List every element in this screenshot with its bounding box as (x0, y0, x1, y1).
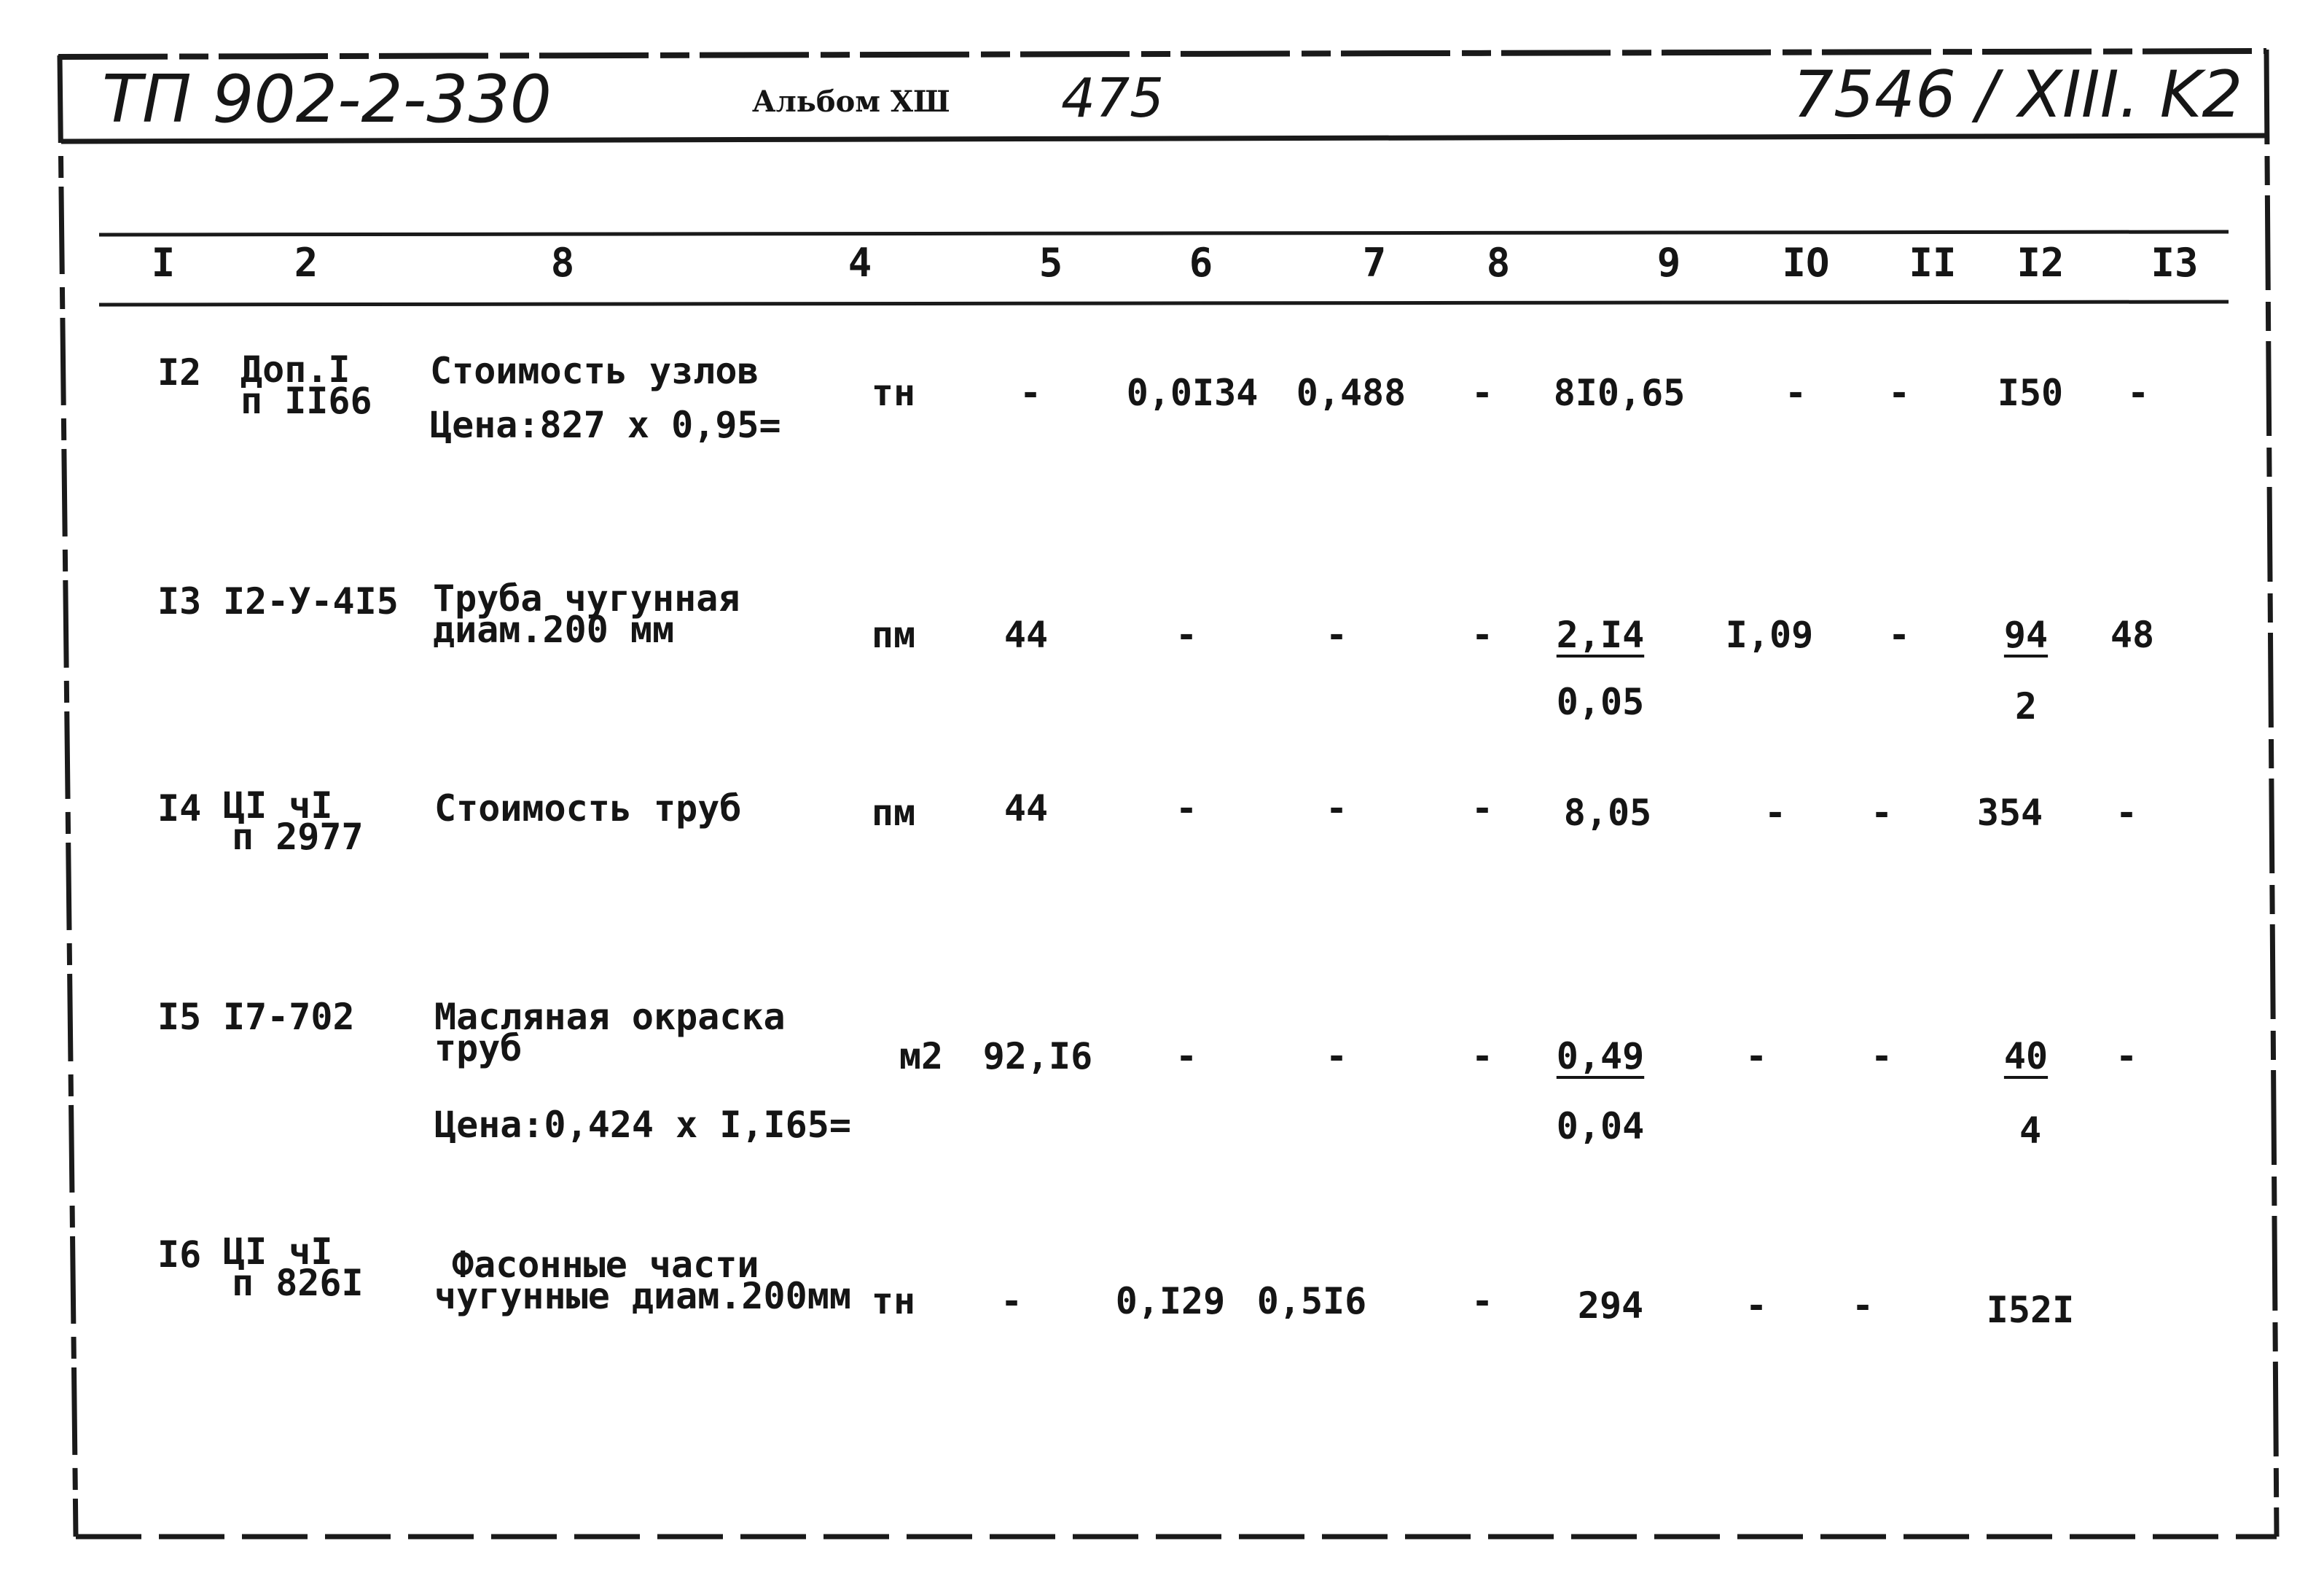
row-number: I2 (157, 351, 202, 394)
unit: пм (871, 614, 916, 656)
price-formula: Цена:827 х 0,95= (430, 404, 781, 446)
cell-col6: - (1175, 787, 1198, 830)
cell-col7: - (1325, 614, 1348, 656)
cell-col5: 92,I6 (982, 1035, 1093, 1077)
col-header-4: 4 (848, 240, 872, 286)
cell-col10: I,09 (1725, 614, 1814, 656)
item-code: Доп.I п II66 (240, 348, 372, 422)
row-number: I6 (157, 1233, 202, 1276)
unit: тн (871, 1280, 916, 1322)
cell-col13: - (2115, 792, 2138, 834)
cell-col9: 0,49 (1556, 1035, 1645, 1077)
row-number: I3 (157, 580, 202, 623)
cell-col13: - (2127, 372, 2150, 414)
col-header-12: I2 (2016, 240, 2065, 286)
cell-col8: - (1471, 787, 1494, 830)
unit: пм (871, 792, 916, 834)
col-header-2: 2 (294, 240, 318, 286)
cell-col10: - (1745, 1284, 1768, 1327)
row-number: I4 (157, 787, 202, 830)
cell-col10: - (1784, 372, 1807, 414)
cell-col9: 294 (1577, 1284, 1644, 1327)
cell-col5: 44 (1003, 787, 1049, 830)
item-description: Стоимость узлов (430, 350, 759, 392)
cell-col9-sub: 0,04 (1556, 1105, 1645, 1147)
cell-col13: - (2115, 1035, 2138, 1077)
price-formula: Цена:0,424 х I,I65= (434, 1104, 851, 1146)
item-description: Труба чугунная диам.200 мм (433, 577, 740, 651)
cell-col8: - (1471, 372, 1494, 414)
col-header-6: 6 (1189, 240, 1213, 286)
cell-col10: - (1764, 792, 1787, 834)
cell-col11: - (1887, 372, 1911, 414)
cell-col8: - (1471, 1035, 1494, 1077)
cell-col7: - (1325, 787, 1348, 830)
col-header-10: IO (1782, 240, 1830, 286)
col-header-7: 7 (1362, 240, 1387, 286)
cell-col9-sub: 0,05 (1556, 681, 1645, 723)
archive-code: 7546 / XIII. K2 (1793, 57, 2243, 132)
col-header-5: 5 (1038, 240, 1063, 286)
cell-col11: - (1851, 1284, 1874, 1327)
col-header-1: I (151, 240, 176, 286)
item-code: ЦI чI п 826I (223, 1230, 364, 1304)
cell-col11: - (1870, 792, 1893, 834)
unit: тн (871, 372, 916, 414)
item-description: Масляная окраска труб (434, 996, 786, 1069)
cell-col6: - (1175, 1035, 1198, 1077)
cell-col7: - (1325, 1035, 1348, 1077)
cell-col9: 8,05 (1563, 792, 1652, 834)
page-number: 475 (1061, 67, 1165, 130)
cell-col5: - (1019, 372, 1042, 414)
cell-col8: - (1471, 614, 1494, 656)
cell-col7: 0,488 (1296, 372, 1406, 414)
cell-col6: - (1175, 614, 1198, 656)
col-header-13: I3 (2151, 240, 2199, 286)
item-code: ЦI чI п 2977 (223, 784, 364, 858)
cell-col10: - (1745, 1035, 1768, 1077)
cell-col11: - (1887, 614, 1911, 656)
cell-col12: I50 (1997, 372, 2064, 414)
cell-col9: 8I0,65 (1553, 372, 1686, 414)
item-code: I2-У-4I5 (223, 580, 399, 623)
cell-col11: - (1870, 1035, 1893, 1077)
cell-col12: 94 (2003, 614, 2049, 656)
item-code: I7-702 (223, 996, 355, 1038)
cell-col5: 44 (1003, 614, 1049, 656)
item-description: Фасонные части чугунные диам.200мм (434, 1244, 851, 1317)
cell-col6: 0,0I34 (1126, 372, 1259, 414)
cell-col12: I52I (1986, 1289, 2075, 1331)
col-header-3: 8 (550, 240, 575, 286)
col-header-9: 9 (1656, 240, 1681, 286)
row-number: I5 (157, 996, 202, 1038)
cell-col12: 40 (2003, 1035, 2049, 1077)
col-header-8: 8 (1486, 240, 1511, 286)
cell-col9: 2,I4 (1556, 614, 1645, 656)
col-header-11: II (1909, 240, 1957, 286)
item-description: Стоимость труб (434, 787, 742, 830)
cell-col12-sub: 4 (2019, 1109, 2042, 1152)
cell-col12-sub: 2 (2014, 685, 2038, 727)
unit: м2 (899, 1035, 944, 1077)
cell-col5: - (1000, 1280, 1023, 1322)
cell-col7: 0,5I6 (1256, 1280, 1367, 1322)
cell-col6: 0,I29 (1115, 1280, 1226, 1322)
cell-col13: 48 (2110, 614, 2155, 656)
album-label: Альбом XШ (752, 85, 950, 119)
cell-col8: - (1471, 1280, 1494, 1322)
cell-col12: 354 (1976, 792, 2043, 834)
doc-code: ТП 902-2-330 (102, 61, 552, 138)
